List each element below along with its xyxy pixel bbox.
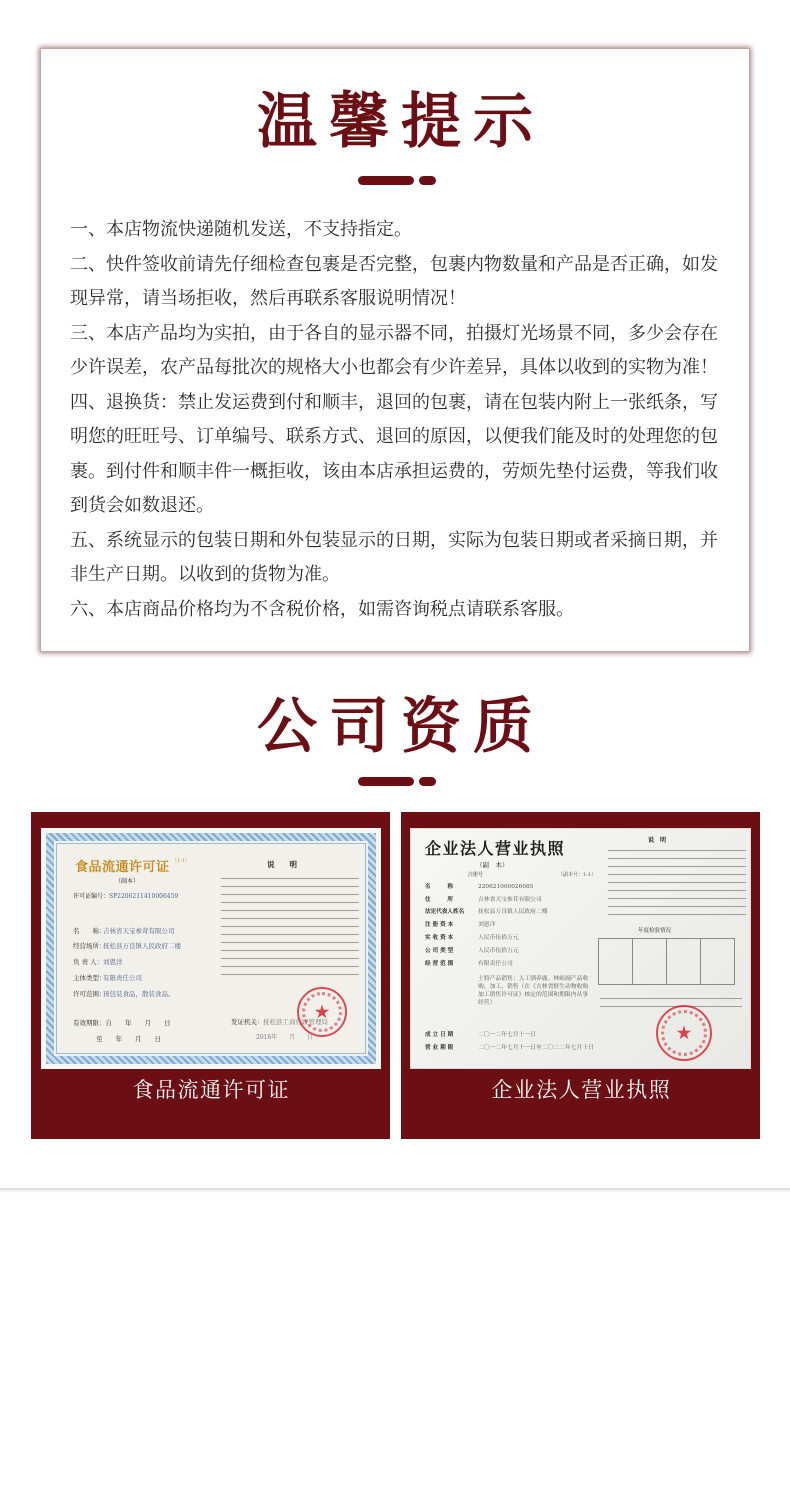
license-validity-to: 至 年 月 日 — [96, 1035, 161, 1043]
notice-line: 现异常，请当场拒收，然后再联系客服说明情况！ — [70, 288, 466, 309]
license-row-label: 负 责 人： — [73, 958, 104, 966]
notice-line: 非生产日期。以收到的货物为准。 — [70, 564, 340, 585]
license-number: SP2206211410006459 — [109, 893, 179, 900]
license-notes-title: 说 明 — [267, 860, 297, 869]
seal-star-icon — [677, 1026, 692, 1041]
business-license-copy-number: （副本号：1-1） — [558, 872, 597, 878]
license-row-label: 经营场所： — [73, 942, 106, 950]
food-license-image — [41, 828, 381, 1069]
business-license-row-value: 有限责任公司 — [478, 961, 513, 967]
inspection-cell — [633, 939, 667, 984]
license-number-label: 许可证编号： — [73, 893, 110, 900]
business-license-footnote-lines — [600, 998, 742, 1008]
business-license-row-label: 实 收 资 本 — [425, 935, 454, 941]
business-license-row-label: 公 司 类 型 — [425, 948, 454, 954]
inspection-cell — [667, 939, 701, 984]
notice-item-4 — [70, 386, 718, 524]
notice-item-3 — [70, 317, 718, 386]
license-row-value: 预包装食品，散装食品。 — [103, 990, 175, 998]
official-seal — [297, 987, 347, 1037]
notice-item-2 — [70, 248, 718, 317]
license-row-value: 刘恩洋 — [103, 958, 123, 966]
business-license-term: 二〇一二年七月十一日至二〇二二年七月十日 — [478, 1045, 594, 1051]
notice-line: 四、退换货：禁止发运费到付和顺丰，退回的包裹，请在包装内附上一张纸条，写 — [70, 391, 718, 413]
business-license-row-label: 住 所 — [425, 897, 453, 903]
business-license-row-value: 人民币伍拾万元 — [478, 948, 519, 954]
business-license-established: 二〇一二年七月十一日 — [478, 1032, 536, 1038]
business-license-row-label: 经 营 范 围 — [425, 961, 454, 967]
license-title: 食品流通许可证 — [75, 860, 170, 875]
business-license-notes-title: 说 明 — [648, 837, 667, 844]
business-license-title: 企业法人营业执照 — [425, 839, 566, 858]
annual-inspection-table — [598, 938, 735, 985]
notice-line: 裹。到付件和顺丰件一概拒收，该由本店承担运费的，劳烦先垫付运费，等我们收 — [70, 460, 718, 482]
certificate-card-business-license — [401, 812, 760, 1139]
notice-item-1 — [70, 213, 718, 248]
official-seal — [656, 1005, 712, 1061]
qualification-title-divider — [358, 777, 436, 786]
business-license-inspection-title: 年度检验情况 — [638, 928, 672, 934]
business-license-term-label: 营 业 期 限 — [425, 1045, 454, 1051]
inspection-cell — [701, 939, 734, 984]
notice-item-6 — [70, 593, 718, 628]
business-license-row-value: 刘恩洋 — [478, 922, 496, 928]
license-issue-date: 2016年 月 日 — [256, 1034, 314, 1041]
notice-line: 到货会如数退还。 — [70, 495, 214, 516]
seal-star-icon — [315, 1005, 330, 1020]
notice-title: 温馨提示 — [257, 87, 545, 157]
notice-line: 五、系统显示的包装日期和外包装显示的日期，实际为包装日期或者采摘日期，并 — [70, 529, 718, 551]
license-row-value: 有限责任公司 — [103, 974, 142, 982]
license-issuer-label: 发证机关： — [231, 1018, 264, 1026]
qualification-title: 公司资质 — [257, 692, 545, 762]
certificate-card-food-license — [31, 812, 390, 1139]
business-license-row-label: 注 册 资 本 — [425, 922, 454, 928]
inspection-cell — [599, 939, 633, 984]
business-license-row-label: 法定代表人姓名 — [425, 909, 465, 915]
license-serial: （1-1） — [172, 858, 191, 864]
divider-short-pill — [419, 777, 436, 786]
business-license-scope: 土特产品销售；人工驯养鹿、林蛙副产品收购、加工、销售（在《吉林省野生动物收购加工销售许可证》核定的范围和期限内从事经营） — [478, 976, 589, 1006]
business-license-row-label: 名 称 — [425, 884, 453, 890]
license-row-label: 许可范围： — [73, 990, 106, 998]
section-bottom-divider — [0, 1188, 790, 1193]
notice-list — [70, 213, 718, 627]
notice-item-5 — [70, 524, 718, 593]
business-license-reg-label: 注册号 — [468, 872, 484, 878]
notice-line: 六、本店商品价格均为不含税价格，如需咨询税点请联系客服。 — [70, 598, 574, 620]
divider-long-pill — [358, 777, 414, 786]
notice-title-divider — [358, 176, 436, 185]
business-license-notes-text-lines — [608, 850, 746, 922]
notice-line: 三、本店产品均为实拍，由于各自的显示器不同，拍摄灯光场景不同，多少会存在 — [70, 322, 718, 344]
divider-short-pill — [419, 176, 436, 185]
notice-line: 少许误差，农产品每批次的规格大小也都会有少许差异，具体以收到的实物为准！ — [70, 357, 718, 378]
license-row-label: 主体类型： — [73, 974, 106, 982]
license-validity-from: 有效期限：自 年 月 日 — [73, 1019, 171, 1027]
license-row-label: 名 称： — [73, 927, 106, 935]
license-row-value: 吉林省天宝参茸有限公司 — [103, 927, 175, 935]
business-license-copy-mark: （副 本） — [476, 861, 509, 869]
license-issuer: 抚松县工商行政管理局 — [263, 1018, 328, 1026]
business-license-row-value: 人民币伍拾万元 — [478, 935, 519, 941]
license-copy-mark: （副本） — [115, 878, 140, 885]
business-license-row-value: 220621000026085 — [478, 884, 534, 890]
business-license-row-value: 吉林省天宝参茸有限公司 — [478, 897, 542, 903]
notice-line: 一、本店物流快递随机发送，不支持指定。 — [70, 219, 412, 240]
business-license-image — [410, 828, 751, 1069]
certificate-caption-business-license: 企业法人营业执照 — [491, 1078, 672, 1102]
notice-line: 二、快件签收前请先仔细检查包裹是否完整，包裹内物数量和产品是否正确，如发 — [70, 253, 718, 275]
business-license-established-label: 成 立 日 期 — [425, 1032, 454, 1038]
divider-long-pill — [358, 176, 414, 185]
certificate-caption-food-license: 食品流通许可证 — [132, 1078, 290, 1102]
business-license-row-value: 抚松县万良镇人民政府二楼 — [478, 909, 548, 915]
license-row-value: 抚松县万良镇人民政府二楼 — [103, 942, 181, 950]
notice-line: 明您的旺旺号、订单编号、联系方式、退回的原因，以便我们能及时的处理您的包 — [70, 426, 718, 447]
license-notes-text-lines — [221, 878, 359, 976]
